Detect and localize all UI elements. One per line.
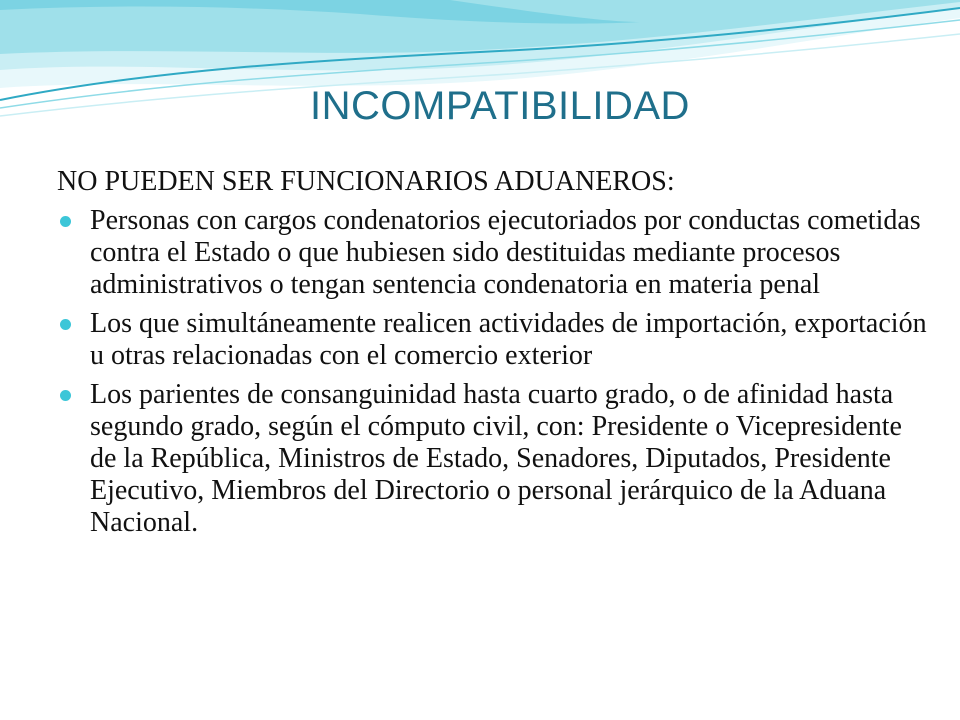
bullet-item: [57, 205, 927, 301]
slide-title: INCOMPATIBILIDAD: [310, 84, 690, 128]
bullet-icon: [60, 216, 71, 227]
bullet-item: [57, 379, 927, 539]
bullet-icon: [60, 319, 71, 330]
bullet-text: Los parientes de consanguinidad hasta cuarto grado, o de afinidad hasta segundo grado, según el cómputo civil, con: Presidente o Vicepresidente de la República, Ministros de Estado, Senadores, Diputados, Presidente Ejecutivo, Miembros del Directorio o personal jerárquico de la Aduana Nacional.: [90, 379, 902, 538]
bullet-text: Los que simultáneamente realicen actividades de importación, exportación u otras relacionadas con el comercio exterior: [90, 308, 927, 371]
subheading: NO PUEDEN SER FUNCIONARIOS ADUANEROS:: [57, 166, 675, 197]
bullet-list: [57, 205, 927, 539]
bullet-icon: [60, 390, 71, 401]
bullet-text: Personas con cargos condenatorios ejecutoriados por conductas cometidas contra el Estado o que hubiesen sido destituidas mediante procesos administrativos o tengan sentencia condenatoria en materia penal: [90, 205, 921, 300]
slide-content: [57, 166, 927, 546]
bullet-item: [57, 308, 927, 372]
